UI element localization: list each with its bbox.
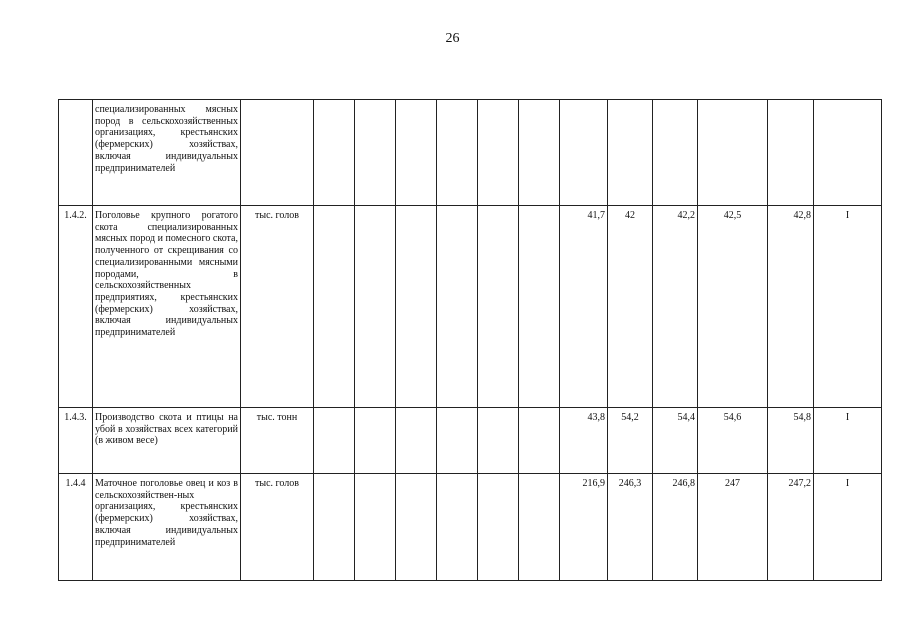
value-cell: 43,8 xyxy=(560,408,608,474)
row-unit: тыс. голов xyxy=(241,206,314,408)
page-number: 26 xyxy=(445,31,460,46)
row-name: Производство скота и птицы на убой в хозяйствах всех категорий (в живом весе) xyxy=(93,408,241,474)
value-cell: 54,6 xyxy=(698,408,768,474)
source-cell: I xyxy=(814,206,882,408)
empty-cell xyxy=(396,100,437,206)
value-cell xyxy=(560,100,608,206)
row-code: 1.4.2. xyxy=(59,206,93,408)
value-cell xyxy=(608,100,653,206)
empty-cell xyxy=(478,206,519,408)
row-unit: тыс. тонн xyxy=(241,408,314,474)
value-cell xyxy=(698,100,768,206)
empty-cell xyxy=(478,474,519,581)
source-cell: I xyxy=(814,474,882,581)
row-code: 1.4.3. xyxy=(59,408,93,474)
empty-cell xyxy=(396,474,437,581)
table-row xyxy=(59,408,882,474)
value-cell: 216,9 xyxy=(560,474,608,581)
empty-cell xyxy=(519,408,560,474)
value-cell: 54,4 xyxy=(653,408,698,474)
empty-cell xyxy=(478,408,519,474)
empty-cell xyxy=(355,100,396,206)
value-cell: 54,2 xyxy=(608,408,653,474)
empty-cell xyxy=(314,408,355,474)
row-code: 1.4.4 xyxy=(59,474,93,581)
empty-cell xyxy=(437,408,478,474)
empty-cell xyxy=(519,100,560,206)
empty-cell xyxy=(478,100,519,206)
value-cell: 41,7 xyxy=(560,206,608,408)
value-cell xyxy=(653,100,698,206)
empty-cell xyxy=(314,100,355,206)
empty-cell xyxy=(437,100,478,206)
table-row xyxy=(59,474,882,581)
row-unit xyxy=(241,100,314,206)
row-name: Маточное поголовье овец и коз в сельскохозяйствен-ных организациях, крестьянских (фермерских) хозяйствах, включая индивидуальных предпринимателей xyxy=(93,474,241,581)
value-cell: 247,2 xyxy=(768,474,814,581)
empty-cell xyxy=(396,206,437,408)
table-row xyxy=(59,206,882,408)
value-cell: 42,2 xyxy=(653,206,698,408)
source-cell: I xyxy=(814,408,882,474)
value-cell: 42 xyxy=(608,206,653,408)
empty-cell xyxy=(355,408,396,474)
value-cell: 42,5 xyxy=(698,206,768,408)
empty-cell xyxy=(519,474,560,581)
empty-cell xyxy=(355,206,396,408)
value-cell: 247 xyxy=(698,474,768,581)
row-name: Поголовье крупного рогатого скота специализированных мясных пород и помесного скота, полученного от скрещивания со специализированными мясными породами, в сельскохозяйственных предприятиях, крестьянских (фермерских) хозяйствах, включая индивидуальных предпринимателей xyxy=(93,206,241,408)
empty-cell xyxy=(396,408,437,474)
row-code xyxy=(59,100,93,206)
value-cell xyxy=(768,100,814,206)
empty-cell xyxy=(437,474,478,581)
empty-cell xyxy=(314,206,355,408)
row-name: специализированных мясных пород в сельскохозяйственных организациях, крестьянских (фермерских) хозяйствах, включая индивидуальных предпринимателей xyxy=(93,100,241,206)
value-cell: 42,8 xyxy=(768,206,814,408)
empty-cell xyxy=(314,474,355,581)
indicators-table xyxy=(58,99,882,581)
table-row xyxy=(59,100,882,206)
value-cell: 246,3 xyxy=(608,474,653,581)
source-cell xyxy=(814,100,882,206)
empty-cell xyxy=(437,206,478,408)
empty-cell xyxy=(519,206,560,408)
empty-cell xyxy=(355,474,396,581)
value-cell: 246,8 xyxy=(653,474,698,581)
value-cell: 54,8 xyxy=(768,408,814,474)
row-unit: тыс. голов xyxy=(241,474,314,581)
